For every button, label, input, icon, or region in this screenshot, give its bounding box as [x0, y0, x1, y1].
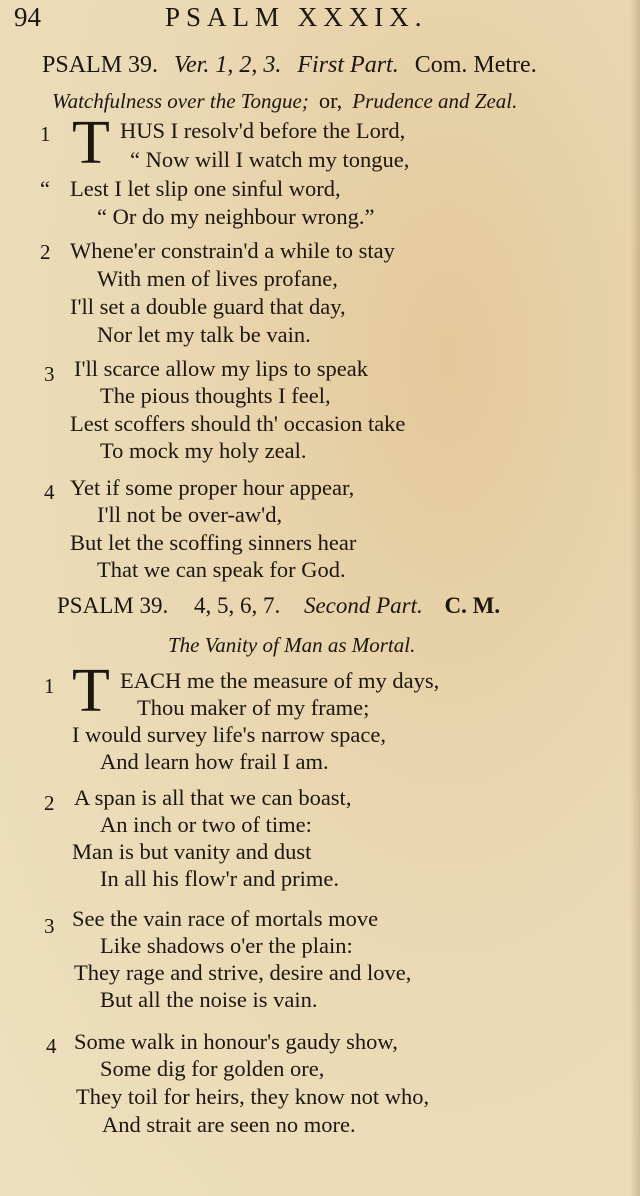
- running-title: PSALM XXXIX.: [165, 2, 428, 32]
- drop-cap: T: [72, 109, 110, 177]
- stanza-number: 1: [44, 674, 55, 698]
- verse-line: They toil for heirs, they know not who,: [76, 1084, 430, 1109]
- verse-line: And strait are seen no more.: [102, 1112, 356, 1137]
- verse-line: But let the scoffing sinners hear: [70, 530, 357, 555]
- verse-line: They rage and strive, desire and love,: [74, 960, 412, 985]
- stanza-number: 2: [44, 791, 55, 815]
- verse-line: That we can speak for God.: [97, 557, 346, 582]
- verse-line: Man is but vanity and dust: [72, 839, 312, 864]
- verse-line: See the vain race of mortals move: [72, 906, 379, 931]
- part1-metre: Com. Metre.: [414, 52, 537, 78]
- part2-subtitle: The Vanity of Man as Mortal.: [168, 633, 416, 657]
- verse-line: “ Or do my neighbour wrong.”: [97, 204, 375, 229]
- part1-heading: [42, 52, 537, 79]
- part1-part: First Part.: [297, 52, 399, 78]
- stanza-number: 4: [46, 1034, 57, 1058]
- verse-line: Lest I let slip one sinful word,: [70, 176, 341, 201]
- verse-line: “ Now will I watch my tongue,: [130, 147, 410, 172]
- verse-line: Whene'er constrain'd a while to stay: [70, 238, 395, 263]
- drop-cap: T: [72, 657, 110, 725]
- verse-line: The pious thoughts I feel,: [100, 383, 331, 408]
- verse-line: And learn how frail I am.: [100, 749, 329, 774]
- verse-line: But all the noise is vain.: [100, 987, 318, 1012]
- verse-line: I'll not be over-aw'd,: [97, 502, 283, 527]
- stanza-number: 3: [44, 362, 55, 386]
- verse-line: To mock my holy zeal.: [100, 438, 307, 463]
- page-number: 94: [14, 2, 41, 32]
- part2-metre: C. M.: [444, 593, 501, 618]
- part1-subtitle-or: or,: [318, 88, 343, 113]
- verse-line: Like shadows o'er the plain:: [100, 933, 353, 958]
- stanza-number: 4: [44, 480, 55, 504]
- verse-line: I'll set a double guard that day,: [70, 294, 346, 319]
- verse-line: Lest scoffers should th' occasion take: [70, 411, 406, 436]
- part2-verses: 4, 5, 6, 7.: [193, 593, 281, 618]
- verse-line: In all his flow'r and prime.: [100, 866, 339, 891]
- verse-line: With men of lives profane,: [97, 266, 338, 291]
- part2-psalm: PSALM 39.: [57, 593, 169, 618]
- verse-line: Thou maker of my frame;: [137, 695, 370, 720]
- part1-subtitle: [52, 88, 517, 114]
- part1-subtitle-b: Prudence and Zeal.: [352, 89, 518, 113]
- verse-line: Some walk in honour's gaudy show,: [74, 1029, 398, 1054]
- verse-line: HUS I resolv'd before the Lord,: [120, 118, 406, 143]
- part1-subtitle-a: Watchfulness over the Tongue;: [52, 89, 309, 113]
- stanza-number: 2: [40, 240, 51, 264]
- verse-line: EACH me the measure of my days,: [120, 668, 440, 693]
- quote-mark: “: [40, 176, 50, 201]
- part1-verses: Ver. 1, 2, 3.: [174, 52, 282, 78]
- stanza-number: 1: [40, 122, 51, 146]
- verse-line: I'll scarce allow my lips to speak: [74, 356, 368, 381]
- verse-line: A span is all that we can boast,: [74, 785, 352, 810]
- page-gutter-shadow: [630, 0, 640, 1196]
- verse-line: Yet if some proper hour appear,: [70, 475, 355, 500]
- part2-heading: [57, 593, 500, 619]
- part1-psalm: PSALM 39.: [42, 52, 159, 78]
- verse-line: Nor let my talk be vain.: [97, 322, 311, 347]
- verse-line: Some dig for golden ore,: [100, 1056, 325, 1081]
- stanza-number: 3: [44, 914, 55, 938]
- part2-part: Second Part.: [303, 593, 423, 618]
- verse-line: An inch or two of time:: [100, 812, 312, 837]
- verse-line: I would survey life's narrow space,: [72, 722, 386, 747]
